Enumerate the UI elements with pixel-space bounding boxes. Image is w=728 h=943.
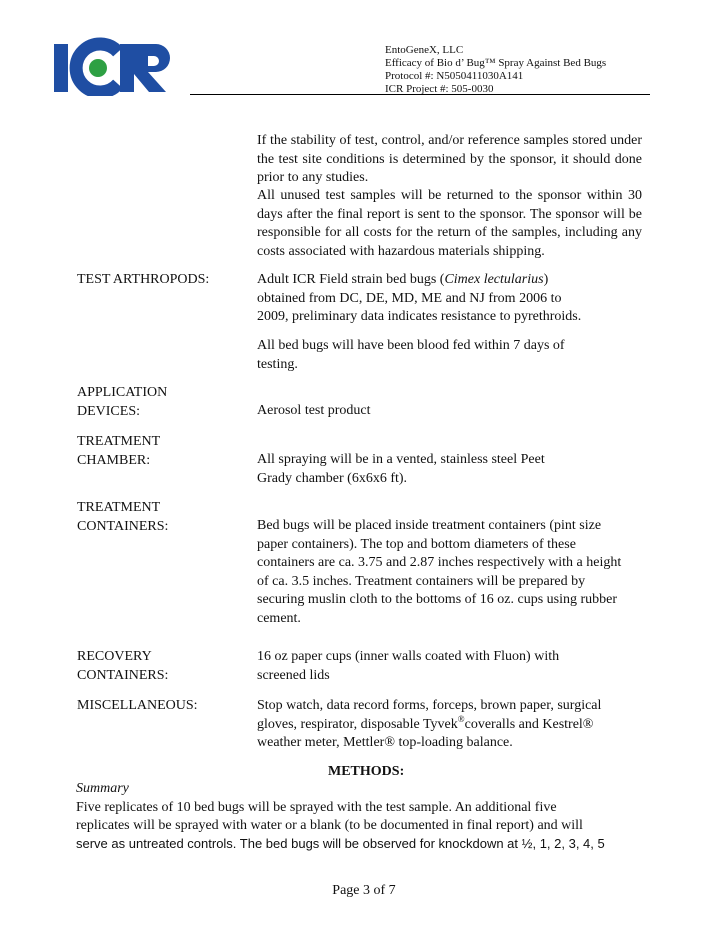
page-number: Page 3 of 7: [332, 883, 396, 898]
registered-mark: ®: [457, 713, 465, 724]
misc-line2-pre: gloves, respirator, disposable Tyvek: [257, 716, 458, 732]
header-company: EntoGeneX, LLC: [385, 44, 464, 56]
species-name: Cimex lectularius: [444, 272, 544, 287]
containers-line: containers are ca. 3.75 and 2.87 inches respectively with a height: [257, 555, 622, 570]
containers-label-line1: TREATMENT: [77, 500, 161, 515]
header-study-title: Efficacy of Bio d’ Bug™ Spray Against Bed Bugs: [385, 57, 607, 69]
test-arthropods-label: TEST ARTHROPODS:: [77, 272, 210, 287]
chamber-label-line1: TREATMENT: [77, 434, 161, 449]
application-devices-text: Aerosol test product: [257, 403, 371, 418]
containers-line: of ca. 3.5 inches. Treatment containers will be prepared by: [257, 573, 586, 589]
recovery-containers-text: [257, 648, 657, 685]
recovery-line2: screened lids: [257, 667, 330, 683]
summary-line: Five replicates of 10 bed bugs will be sprayed with the test sample. An additional five: [76, 800, 557, 815]
treatment-chamber-label: [77, 433, 160, 470]
recovery-label-line1: RECOVERY: [77, 649, 152, 664]
blood-fed-text: [257, 337, 657, 374]
arthropods-line1-post: ): [543, 272, 549, 287]
application-label-line1: APPLICATION: [77, 385, 168, 400]
methods-heading: METHODS:: [328, 764, 405, 779]
recovery-line1: 16 oz paper cups (inner walls coated with Fluon) with: [257, 649, 560, 664]
arthropods-line3: 2009, preliminary data indicates resistance to pyrethroids.: [257, 309, 582, 324]
unused-samples-paragraph: All unused test samples will be returned to the sponsor within 30 days after the final report is sent to the sponsor. The sponsor will be responsible for all costs for the return of the samples, including any costs associated with hazardous materials shipping.: [257, 188, 642, 259]
miscellaneous-label: MISCELLANEOUS:: [77, 698, 198, 713]
application-label-line2: DEVICES:: [77, 403, 140, 419]
test-arthropods-text: [257, 271, 657, 327]
header-rule: [190, 94, 650, 95]
misc-line1: Stop watch, data record forms, forceps, brown paper, surgical: [257, 698, 602, 713]
chamber-line2: Grady chamber (6x6x6 ft).: [257, 470, 408, 486]
chamber-line1: All spraying will be in a vented, stainless steel Peet: [257, 452, 545, 467]
containers-line: securing muslin cloth to the bottoms of 16 oz. cups using rubber: [257, 592, 618, 607]
summary-title: Summary: [76, 781, 129, 796]
misc-line3: weather meter, Mettler® top-loading balance.: [257, 735, 513, 750]
treatment-containers-text: [257, 517, 667, 628]
summary-text: [76, 799, 616, 853]
containers-label-line2: CONTAINERS:: [77, 518, 169, 534]
containers-line: cement.: [257, 610, 301, 626]
chamber-label-line2: CHAMBER:: [77, 452, 151, 468]
miscellaneous-text: [257, 697, 667, 753]
header-project: ICR Project #: 505-0030: [385, 83, 494, 95]
treatment-containers-label: [77, 499, 168, 536]
arthropods-line2: obtained from DC, DE, MD, ME and NJ from 2006 to: [257, 290, 562, 306]
header-protocol: Protocol #: N5050411030A141: [385, 70, 524, 82]
treatment-chamber-text: [257, 451, 657, 488]
misc-line2-post: coveralls and Kestrel®: [464, 716, 594, 732]
icr-logo: [52, 36, 192, 96]
stability-paragraph: If the stability of test, control, and/or reference samples stored under the test site conditions is determined by the sponsor, it should done prior to any studies.: [257, 133, 642, 185]
blood-fed-line2: testing.: [257, 356, 298, 372]
arthropods-line1-pre: Adult ICR Field strain bed bugs (: [257, 272, 445, 287]
application-devices-label: [77, 384, 167, 421]
header-info: [385, 44, 606, 96]
containers-line: Bed bugs will be placed inside treatment containers (pint size: [257, 518, 602, 533]
summary-line: serve as untreated controls. The bed bugs will be observed for knockdown at ½, 1, 2, 3, 4, 5: [76, 836, 605, 851]
containers-line: paper containers). The top and bottom diameters of these: [257, 536, 576, 552]
blood-fed-line1: All bed bugs will have been blood fed within 7 days of: [257, 338, 565, 353]
summary-line: replicates will be sprayed with water or a blank (to be documented in final report) and will: [76, 818, 583, 833]
recovery-label-line2: CONTAINERS:: [77, 667, 169, 683]
recovery-containers-label: [77, 648, 168, 685]
